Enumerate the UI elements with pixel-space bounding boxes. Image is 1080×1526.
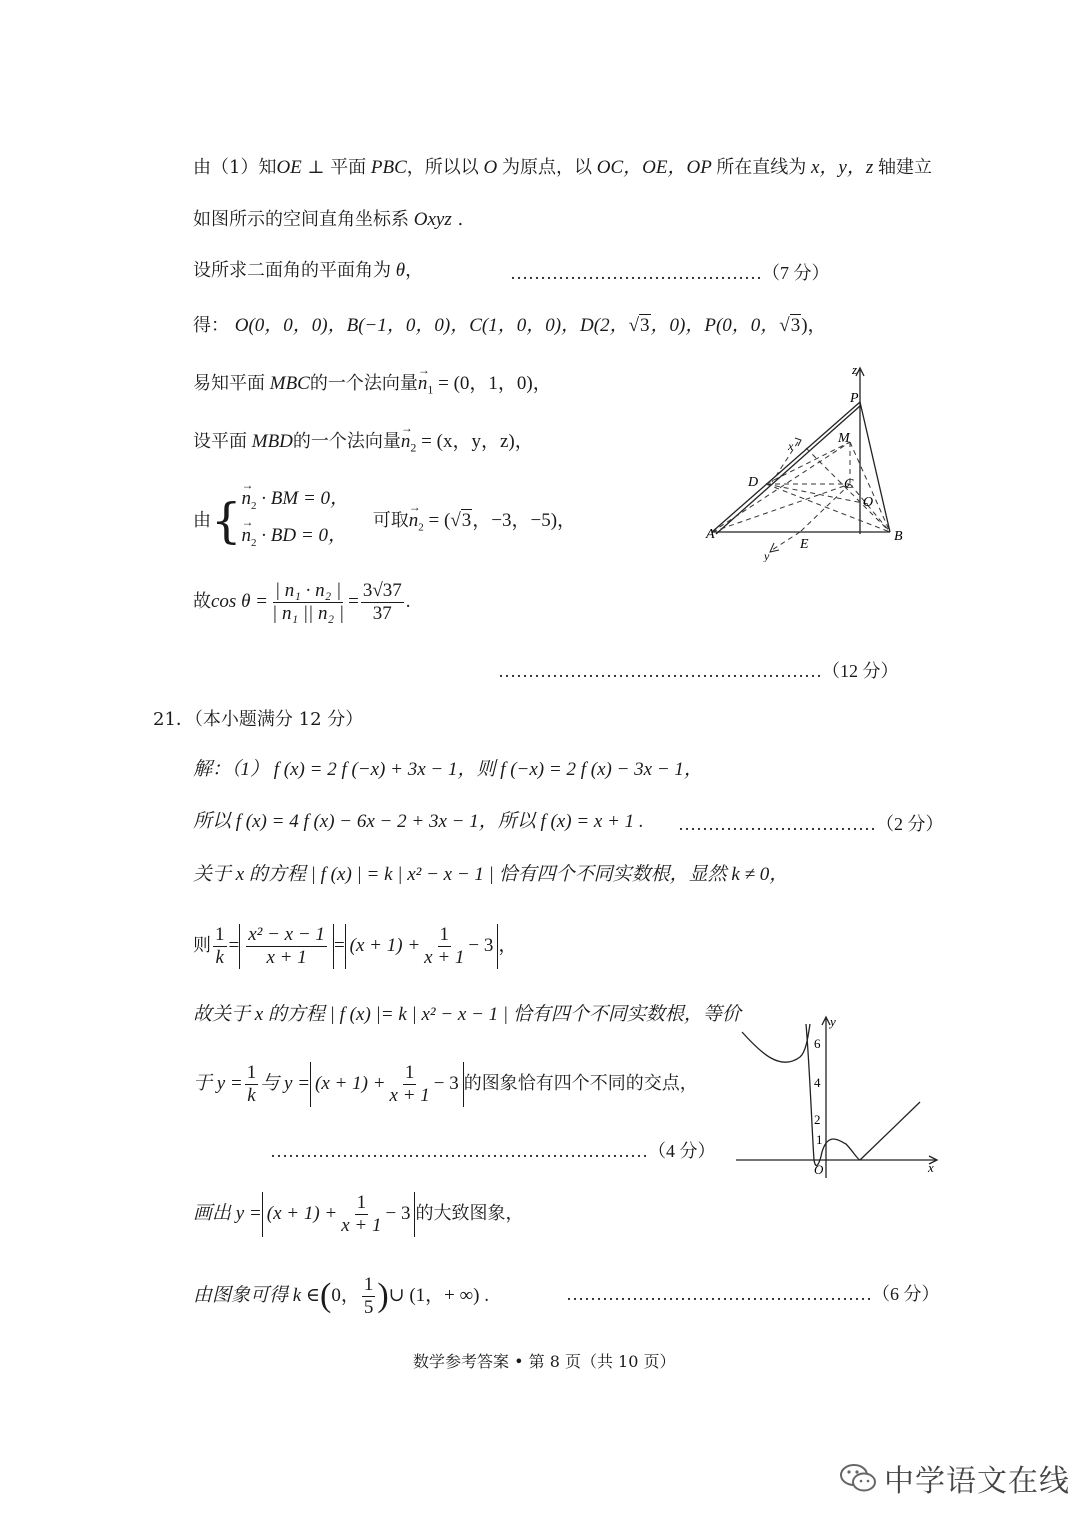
tick-6: 6 (814, 1036, 821, 1051)
label-B: B (894, 529, 903, 544)
label-M: M (838, 431, 850, 446)
text-line: 由（1）知OE ⊥ 平面 PBC，所以以 O 为原点，以 OC，OE，OP 所在直线为 x，y，z 轴建立 (193, 157, 933, 178)
score-marker: ……………………………………（7 分） (510, 263, 830, 283)
text-line: 得： O(0，0，0)，B(−1，0，0)，C(1，0，0)，D(2，√3，0)，P(0，0，√3)， (193, 315, 827, 336)
curve-left (742, 1024, 810, 1062)
text-line: 故关于 x 的方程 | f (x) |= k | x² − x − 1 | 恰有四个不同实数根，等价 (193, 1004, 741, 1025)
label-D: D (748, 475, 759, 490)
text-line: 由图象可得 k ∈ ( 0， $\frac{1}{5}$ ) ∪ (1，+ ∞) . (193, 1273, 490, 1318)
text-line: 解：（1） f (x) = 2 f (−x) + 3x − 1，则 f (−x) = 2 f (x) − 3x − 1， (193, 759, 703, 780)
tick-4: 4 (814, 1075, 821, 1090)
label-x: x (788, 439, 794, 453)
text-line: 故 cos θ = $\frac{\text{| n₁ · n₂ |}}{\text{| n₁ || n₂ |}}$ = $\frac{3√37}{37}$ . (193, 579, 411, 624)
edge-PB (860, 402, 890, 532)
text-line: 设平面 MBD的一个法向量→ $n_2 = (x$，y，z)， (193, 430, 534, 460)
score-marker: ……………………………………………（6 分） (566, 1284, 940, 1304)
score-marker: ………………………………………………（12 分） (498, 661, 899, 681)
page-footer: 数学参考答案 • 第 8 页（共 10 页） (413, 1352, 676, 1371)
question-heading: 21．（本小题满分 12 分） (153, 709, 364, 730)
text-line: 画出 y = (x + 1) + $\frac{1}{x + 1}$ − 3 的大致图象， (193, 1191, 524, 1236)
text-line: 设所求二面角的平面角为 θ， (193, 260, 424, 281)
curve-right (860, 1102, 920, 1160)
pyramid-figure (700, 362, 920, 562)
label-z: z (852, 362, 858, 377)
text-line: 则 $\frac{1}{k}$ = $\frac{\text{x² − x − 1}}{x + 1}$ = (x + 1) + $\frac{1}{x + 1}$ − 3 ， (193, 923, 518, 968)
watermark: 中学语文在线 (838, 1456, 1070, 1500)
origin-label: O (814, 1162, 824, 1177)
chat-bubble-icon (838, 1461, 878, 1495)
label-A: A (706, 527, 715, 542)
text-line: 所以 f (x) = 4 f (x) − 6x − 2 + 3x − 1，所以 f (x) = x + 1 . (193, 811, 644, 832)
text-line: 关于 x 的方程 | f (x) | = k | x² − x − 1 | 恰有四个不同实数根，显然 k ≠ 0， (193, 864, 789, 885)
score-marker: ……………………………（2 分） (678, 814, 944, 834)
tick-1: 1 (816, 1132, 823, 1147)
text-line: 于 y = $\frac{1}{k}$ 与 y = (x + 1) + $\frac{1}{x + 1}$ − 3 的图象恰有四个不同的交点， (193, 1061, 698, 1106)
label-P: P (850, 391, 859, 406)
label-y: y (764, 549, 770, 562)
edge-AP (712, 402, 860, 532)
axis-label-x: x (928, 1160, 934, 1175)
text-line: 易知平面 MBC的一个法向量→ $n_1 = (0$，1，0)， (193, 372, 552, 402)
label-E: E (800, 537, 809, 552)
tick-2: 2 (814, 1112, 821, 1127)
text-line: 如图所示的空间直角坐标系 Oxyz . (193, 209, 464, 230)
label-O: O (863, 495, 874, 510)
label-C: C (844, 477, 854, 492)
function-graph (730, 1012, 945, 1182)
axis-label-y: y (830, 1014, 836, 1029)
score-marker: ………………………………………………………（4 分） (270, 1141, 716, 1161)
text-line: 由{ → $n_2$ · BM = 0， → $n_2$ · BD = 0， 可取→ $n_2 = (√3$，−3，−5)， (193, 484, 576, 544)
